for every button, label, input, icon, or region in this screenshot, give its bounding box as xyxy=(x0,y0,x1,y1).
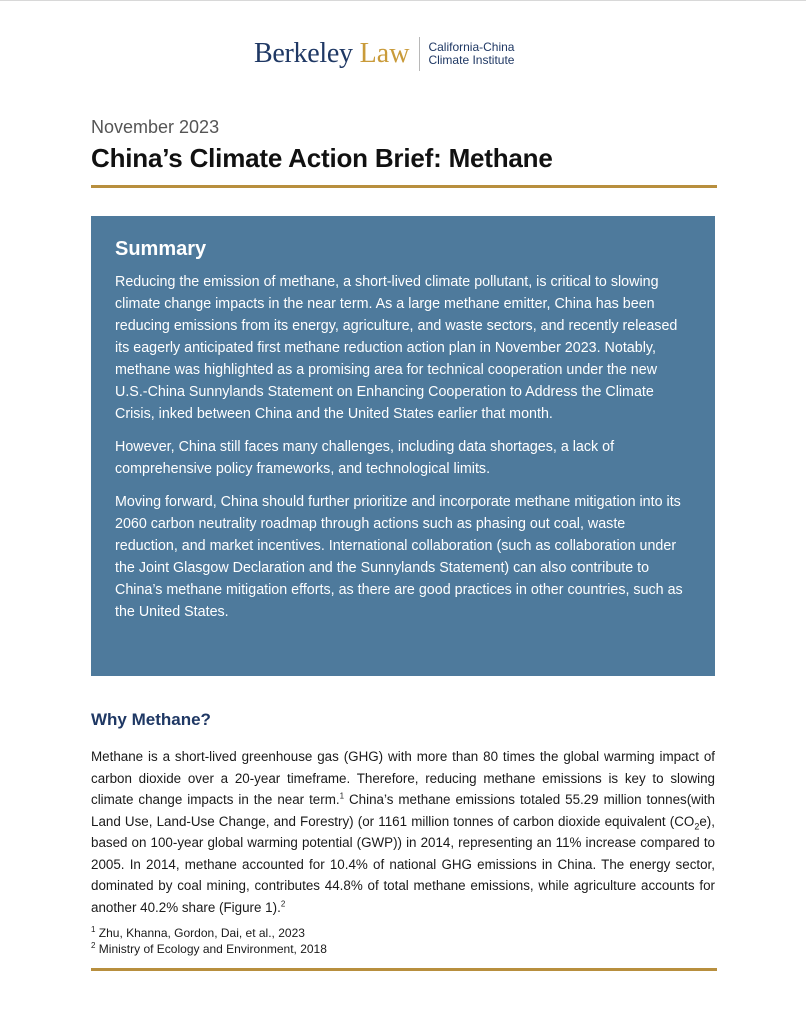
footer-divider xyxy=(91,968,717,971)
page-top-border xyxy=(0,0,806,1)
logo-law-text: Law xyxy=(359,38,410,69)
body-text-3: e), based on 100-year global warming potential (GWP)) in 2014, representing an 11% increase compared to 2005. In 2014, methane accounted for 10.4% of national GHG emissions in China. The energy sector, dominated by coal mining, contributes 44.8% of total methane emissions, while agriculture accounts for another 40.2% share (Figure 1). xyxy=(91,813,715,915)
why-methane-heading: Why Methane? xyxy=(91,710,211,729)
logo-berkeley-text: Berkeley xyxy=(254,38,353,69)
footnotes xyxy=(91,925,327,957)
body-text-2: China’s methane emissions totaled 55.29 million tonnes(with Land Use, Land-Use Change, and Forestry) (or 1161 million tonnes of carbon dioxide equivalent (CO xyxy=(91,792,715,829)
logo-institute-name xyxy=(428,41,514,67)
footnote-ref-2: 2 xyxy=(280,899,286,909)
summary-heading: Summary xyxy=(115,238,207,260)
co2-subscript: 2 xyxy=(694,821,700,832)
summary-paragraph-2: However, China still faces many challenges, including data shortages, a lack of comprehensive policy frameworks, and technological limits. xyxy=(115,439,615,477)
document-title: China’s Climate Action Brief: Methane xyxy=(91,143,553,173)
document-date: November 2023 xyxy=(91,117,220,137)
footnote-2-number: 2 xyxy=(91,941,96,950)
footnote-1-text: Zhu, Khanna, Gordon, Dai, et al., 2023 xyxy=(95,926,305,940)
footnote-1-number: 1 xyxy=(91,925,96,934)
footnote-2 xyxy=(91,941,327,957)
footnote-1 xyxy=(91,925,327,941)
title-divider xyxy=(91,185,717,188)
logo-institute-line2: Climate Institute xyxy=(428,53,515,67)
summary-paragraph-1: Reducing the emission of methane, a short-lived climate pollutant, is critical to slowing climate change impacts in the near term. As a large methane emitter, China has been reducing emissions from its energy, agriculture, and waste sectors, and recently released its eagerly anticipated first methane reduction action plan in November 2023. Notably, methane was highlighted as a promising area for technical cooperation under the new U.S.-China Sunnylands Statement on Enhancing Cooperation to Address the Climate Crisis, inked between China and the United States earlier that month. xyxy=(115,274,678,422)
summary-paragraph-3: Moving forward, China should further prioritize and incorporate methane mitigation into its 2060 carbon neutrality roadmap through actions such as phasing out coal, waste reduction, and market incentives. International collaboration (such as collaboration under the Joint Glasgow Declaration and the Sunnylands Statement) can also contribute to China’s methane mitigation efforts, as there are good practices in other countries, such as the United States. xyxy=(115,494,683,620)
logo-institute-line1: California-China xyxy=(428,40,515,54)
footnote-2-text: Ministry of Ecology and Environment, 2018 xyxy=(95,942,327,956)
logo-divider xyxy=(419,37,420,71)
footnote-ref-1: 1 xyxy=(339,791,345,801)
why-methane-body xyxy=(91,746,715,918)
summary-box xyxy=(91,216,715,676)
body-text-1: Methane is a short-lived greenhouse gas (GHG) with more than 80 times the global warming impact of carbon dioxide over a 20-year timeframe. Therefore, reducing methane emissions is key to slowing climate change impacts in the near term. xyxy=(91,749,715,807)
berkeley-law-cci-logo xyxy=(254,34,514,74)
